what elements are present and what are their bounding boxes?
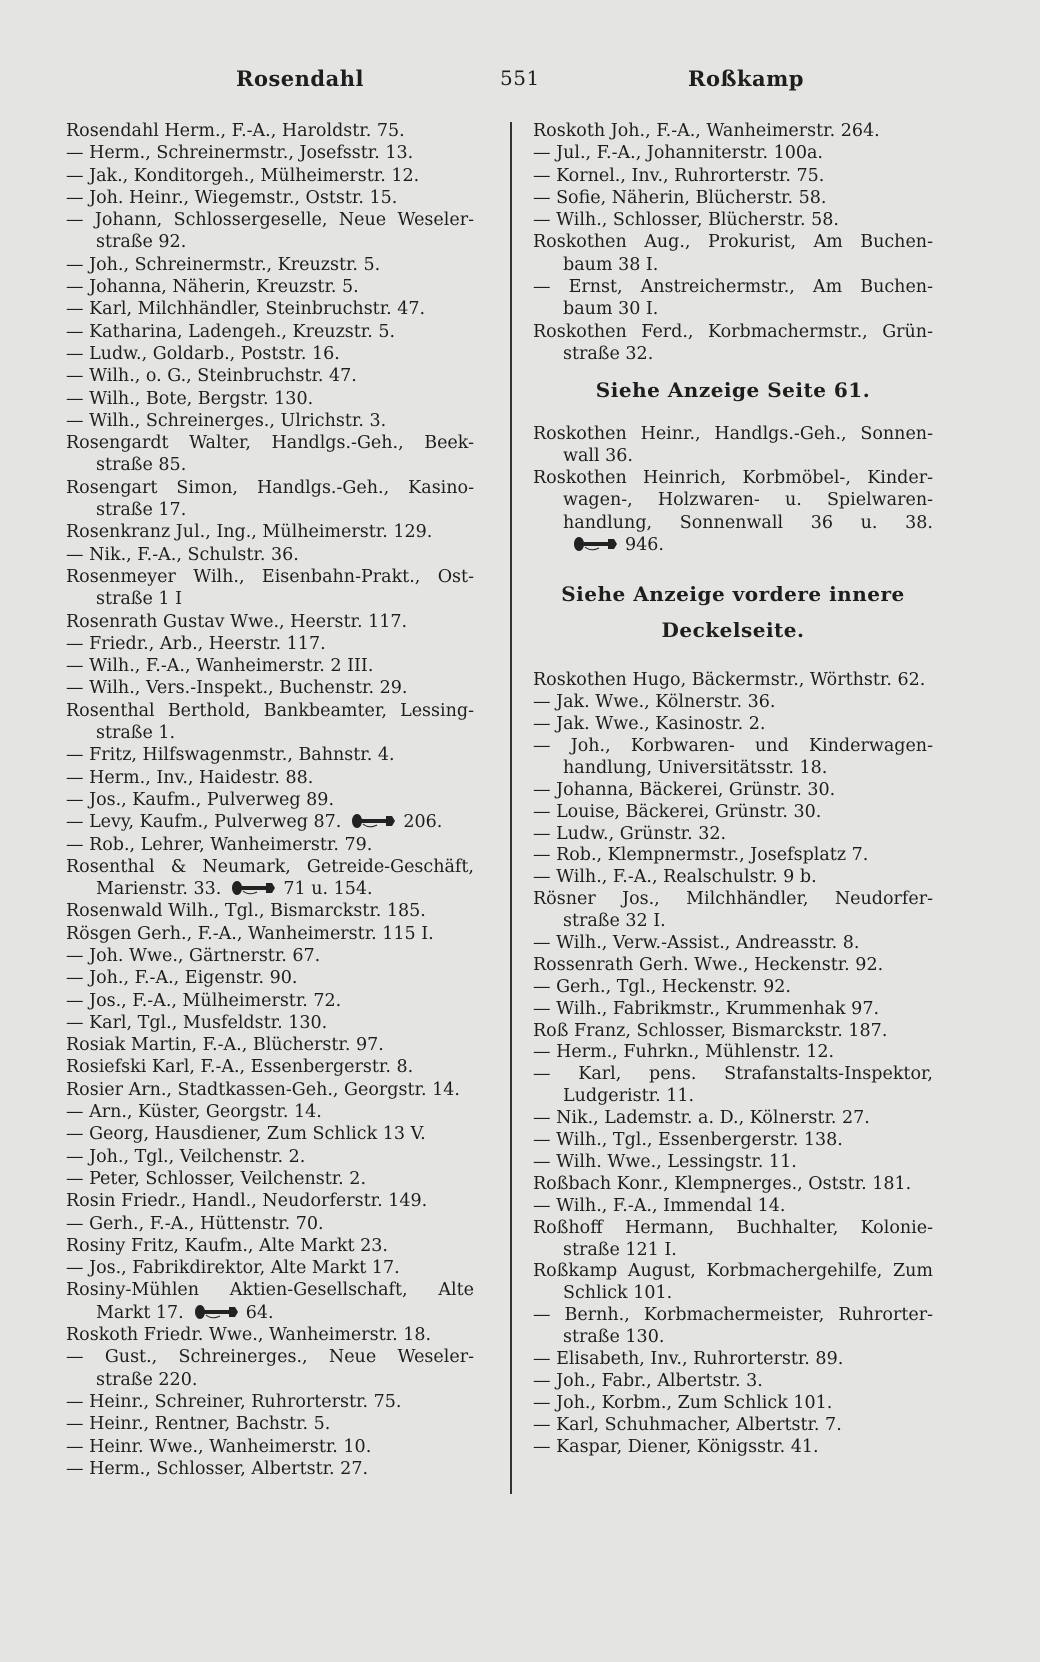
directory-entry bbox=[533, 999, 933, 1021]
directory-entry bbox=[533, 1108, 933, 1130]
entry-text: — Bernh., Korbmachermeister, Ruhrorter- bbox=[533, 1305, 933, 1326]
entry-text: — Kornel., Inv., Ruhrorterstr. 75. bbox=[533, 165, 825, 186]
entry-text: — Wilh., o. G., Steinbruchstr. 47. bbox=[66, 366, 357, 387]
telephone-number: 64. bbox=[245, 1302, 274, 1323]
directory-entry bbox=[66, 1324, 474, 1346]
entry-text: Rosendahl Herm., F.-A., Haroldstr. 75. bbox=[66, 121, 405, 141]
entry-text: — Arn., Küster, Georgstr. 14. bbox=[66, 1102, 322, 1123]
entry-text: — Nik., Lademstr. a. D., Kölnerstr. 27. bbox=[533, 1108, 870, 1129]
entry-text: — Friedr., Arb., Heerstr. 117. bbox=[66, 633, 326, 654]
directory-entry bbox=[66, 856, 474, 878]
directory-entry bbox=[66, 1168, 474, 1190]
entry-text: Rosiak Martin, F.-A., Blücherstr. 97. bbox=[66, 1035, 384, 1056]
running-head-left: Rosendahl bbox=[236, 66, 364, 91]
directory-entry-continuation bbox=[533, 534, 933, 556]
directory-entry bbox=[533, 1196, 933, 1218]
entry-text: straße 92. bbox=[96, 232, 187, 253]
entry-text: straße 85. bbox=[96, 455, 187, 476]
entry-text: — Joh. Wwe., Gärtnerstr. 67. bbox=[66, 945, 321, 966]
directory-entry bbox=[66, 1190, 474, 1212]
entry-text: — Rob., Lehrer, Wanheimerstr. 79. bbox=[66, 834, 373, 855]
directory-entry-continuation bbox=[66, 1302, 474, 1324]
directory-entry-continuation bbox=[533, 1086, 933, 1108]
directory-entry bbox=[66, 1391, 474, 1413]
entry-text: Rosin Friedr., Handl., Neudorferstr. 149. bbox=[66, 1191, 428, 1212]
directory-entry bbox=[66, 767, 474, 789]
directory-entry bbox=[66, 967, 474, 989]
directory-entry bbox=[66, 298, 474, 320]
advertisement-note-line2: Deckelseite. bbox=[661, 618, 805, 643]
directory-entry bbox=[533, 423, 933, 445]
directory-entry bbox=[66, 923, 474, 945]
entry-text: Rosenthal & Neumark, Getreide-Geschäft, bbox=[66, 856, 474, 877]
entry-text: Rosier Arn., Stadtkassen-Geh., Georgstr. 14. bbox=[66, 1079, 460, 1100]
entry-text: Roßkamp August, Korbmachergehilfe, Zum bbox=[533, 1261, 933, 1282]
directory-entry bbox=[66, 209, 474, 231]
directory-entry-continuation bbox=[533, 254, 933, 276]
entry-text: Roskoth Joh., F.-A., Wanheimerstr. 264. bbox=[533, 121, 880, 141]
directory-entry bbox=[66, 633, 474, 655]
right-bottom-entries bbox=[533, 670, 933, 1458]
directory-entry bbox=[66, 165, 474, 187]
directory-entry bbox=[66, 811, 474, 833]
directory-entry-continuation bbox=[66, 1369, 474, 1391]
entry-text: — Jak., Konditorgeh., Mülheimerstr. 12. bbox=[66, 165, 420, 186]
directory-entry bbox=[533, 187, 933, 209]
directory-entry bbox=[533, 1437, 933, 1459]
entry-text: — Johanna, Näherin, Kreuzstr. 5. bbox=[66, 277, 359, 298]
entry-text: Roskothen Heinr., Handlgs.-Geh., Sonnen- bbox=[533, 423, 933, 444]
entry-text: — Jos., F.-A., Mülheimerstr. 72. bbox=[66, 990, 342, 1011]
entry-text: wagen-, Holzwaren- u. Spielwaren- bbox=[563, 490, 933, 511]
entry-text: Roskothen Hugo, Bäckermstr., Wörthstr. 62. bbox=[533, 670, 926, 691]
directory-entry bbox=[66, 276, 474, 298]
directory-entry bbox=[66, 521, 474, 543]
directory-entry-continuation bbox=[533, 512, 933, 534]
entry-text: Rosenmeyer Wilh., Eisenbahn-Prakt., Ost- bbox=[66, 566, 474, 587]
directory-entry-continuation bbox=[66, 722, 474, 744]
entry-text: Roskoth Friedr. Wwe., Wanheimerstr. 18. bbox=[66, 1325, 432, 1346]
telephone-number: 206. bbox=[403, 812, 443, 833]
entry-text: — Louise, Bäckerei, Grünstr. 30. bbox=[533, 801, 822, 822]
directory-entry bbox=[66, 1079, 474, 1101]
directory-entry bbox=[533, 1130, 933, 1152]
entry-text: Rossenrath Gerh. Wwe., Heckenstr. 92. bbox=[533, 954, 884, 975]
directory-entry bbox=[66, 789, 474, 811]
entry-text: — Wilh., F.-A., Wanheimerstr. 2 III. bbox=[66, 656, 374, 677]
entry-text: — Wilh., Schreinerges., Ulrichstr. 3. bbox=[66, 410, 387, 431]
directory-entry-continuation bbox=[66, 231, 474, 253]
entry-text: — Karl, Milchhändler, Steinbruchstr. 47. bbox=[66, 299, 426, 320]
directory-entry bbox=[533, 1393, 933, 1415]
directory-entry-continuation bbox=[533, 1283, 933, 1305]
directory-entry bbox=[533, 802, 933, 824]
directory-entry bbox=[533, 736, 933, 758]
directory-entry-continuation bbox=[533, 298, 933, 320]
directory-entry bbox=[66, 343, 474, 365]
telephone-icon bbox=[351, 813, 397, 829]
directory-entry bbox=[66, 611, 474, 633]
directory-entry bbox=[533, 467, 933, 489]
entry-text: — Georg, Hausdiener, Zum Schlick 13 V. bbox=[66, 1124, 426, 1145]
entry-text: — Wilh., Schlosser, Blücherstr. 58. bbox=[533, 210, 839, 231]
directory-entry bbox=[533, 1218, 933, 1240]
entry-text: straße 220. bbox=[96, 1369, 198, 1390]
directory-entry bbox=[533, 824, 933, 846]
entry-text: handlung, Sonnenwall 36 u. 38. bbox=[563, 512, 933, 533]
directory-entry-continuation bbox=[66, 499, 474, 521]
advertisement-note: Siehe Anzeige Seite 61. bbox=[595, 378, 871, 403]
directory-entry bbox=[66, 1101, 474, 1123]
directory-entry bbox=[533, 933, 933, 955]
entry-text: straße 17. bbox=[96, 500, 187, 521]
entry-text: — Elisabeth, Inv., Ruhrorterstr. 89. bbox=[533, 1348, 844, 1369]
directory-entry bbox=[533, 955, 933, 977]
entry-text: straße 1 I bbox=[96, 589, 183, 610]
entry-text: — Joh., Tgl., Veilchenstr. 2. bbox=[66, 1146, 306, 1167]
entry-text: — Gerh., F.-A., Hüttenstr. 70. bbox=[66, 1213, 324, 1234]
entry-text: Rosiefski Karl, F.-A., Essenbergerstr. 8. bbox=[66, 1057, 414, 1078]
entry-text: Rosenthal Berthold, Bankbeamter, Lessing- bbox=[66, 700, 474, 721]
entry-text: — Ludw., Grünstr. 32. bbox=[533, 823, 727, 844]
directory-entry bbox=[533, 1305, 933, 1327]
entry-text: — Joh., Schreinermstr., Kreuzstr. 5. bbox=[66, 254, 381, 275]
running-head-right: Roßkamp bbox=[688, 66, 804, 91]
entry-text: — Jos., Fabrikdirektor, Alte Markt 17. bbox=[66, 1258, 400, 1279]
entry-text: — Joh., Korbm., Zum Schlick 101. bbox=[533, 1392, 833, 1413]
directory-entry bbox=[66, 1213, 474, 1235]
page-number: 551 bbox=[500, 66, 540, 90]
entry-text: — Wilh., Bote, Bergstr. 130. bbox=[66, 388, 314, 409]
directory-entry bbox=[66, 1056, 474, 1078]
entry-text: Roß Franz, Schlosser, Bismarckstr. 187. bbox=[533, 1020, 888, 1041]
entry-text: — Fritz, Hilfswagenmstr., Bahnstr. 4. bbox=[66, 745, 395, 766]
entry-text: — Jul., F.-A., Johanniterstr. 100a. bbox=[533, 143, 823, 164]
entry-text: — Peter, Schlosser, Veilchenstr. 2. bbox=[66, 1168, 367, 1189]
directory-entry bbox=[66, 900, 474, 922]
directory-entry bbox=[533, 1415, 933, 1437]
entry-text: — Ernst, Anstreichermstr., Am Buchen- bbox=[533, 277, 933, 298]
entry-text: Rosiny Fritz, Kaufm., Alte Markt 23. bbox=[66, 1235, 388, 1256]
entry-text: — Wilh., F.-A., Realschulstr. 9 b. bbox=[533, 867, 817, 888]
entry-text: Roßhoff Hermann, Buchhalter, Kolonie- bbox=[533, 1217, 933, 1238]
directory-entry bbox=[66, 410, 474, 432]
directory-entry bbox=[66, 321, 474, 343]
entry-text: — Karl, Tgl., Musfeldstr. 130. bbox=[66, 1012, 328, 1033]
entry-text: — Joh. Heinr., Wiegemstr., Oststr. 15. bbox=[66, 187, 398, 208]
entry-text: — Heinr., Schreiner, Ruhrorterstr. 75. bbox=[66, 1391, 402, 1412]
directory-entry bbox=[66, 1257, 474, 1279]
entry-text: straße 130. bbox=[563, 1327, 665, 1348]
directory-entry bbox=[533, 1371, 933, 1393]
entry-text: Roskothen Aug., Prokurist, Am Buchen- bbox=[533, 232, 933, 253]
directory-entry bbox=[533, 209, 933, 231]
directory-entry bbox=[533, 977, 933, 999]
entry-text: Rosengart Simon, Handlgs.-Geh., Kasino- bbox=[66, 477, 474, 498]
right-column bbox=[533, 120, 933, 1458]
entry-text: — Wilh. Wwe., Lessingstr. 11. bbox=[533, 1151, 797, 1172]
entry-text: — Joh., F.-A., Eigenstr. 90. bbox=[66, 968, 298, 989]
directory-entry-continuation bbox=[533, 1327, 933, 1349]
entry-text: baum 38 I. bbox=[563, 254, 659, 275]
left-column bbox=[66, 120, 474, 1480]
entry-text: Rosenrath Gustav Wwe., Heerstr. 117. bbox=[66, 611, 408, 632]
entry-text: — Wilh., Vers.-Inspekt., Buchenstr. 29. bbox=[66, 678, 408, 699]
directory-entry bbox=[66, 187, 474, 209]
entry-text: — Rob., Klempnermstr., Josefsplatz 7. bbox=[533, 845, 869, 866]
directory-entry bbox=[66, 990, 474, 1012]
entry-text: Rosenwald Wilh., Tgl., Bismarckstr. 185. bbox=[66, 901, 426, 922]
directory-entry bbox=[533, 714, 933, 736]
entry-text: — Nik., F.-A., Schulstr. 36. bbox=[66, 544, 299, 565]
entry-text: Roskothen Heinrich, Korbmöbel-, Kinder- bbox=[533, 468, 933, 489]
entry-text: — Jak. Wwe., Kölnerstr. 36. bbox=[533, 692, 776, 713]
entry-text: — Herm., Schlosser, Albertstr. 27. bbox=[66, 1458, 369, 1479]
entry-text: — Ludw., Goldarb., Poststr. 16. bbox=[66, 343, 340, 364]
directory-entry bbox=[66, 544, 474, 566]
directory-entry bbox=[533, 321, 933, 343]
directory-entry bbox=[533, 1021, 933, 1043]
directory-entry bbox=[66, 677, 474, 699]
directory-entry bbox=[66, 432, 474, 454]
directory-entry-continuation bbox=[66, 878, 474, 900]
entry-text: straße 1. bbox=[96, 723, 176, 744]
column-divider bbox=[510, 122, 512, 1494]
entry-text: Rösner Jos., Milchhändler, Neudorfer- bbox=[533, 889, 933, 910]
entry-text: — Gust., Schreinerges., Neue Weseler- bbox=[66, 1347, 474, 1368]
directory-entry bbox=[66, 744, 474, 766]
directory-entry bbox=[66, 945, 474, 967]
directory-entry bbox=[533, 231, 933, 253]
directory-entry bbox=[66, 1413, 474, 1435]
directory-entry bbox=[66, 834, 474, 856]
telephone-icon bbox=[573, 536, 619, 552]
entry-text: Marienstr. 33. bbox=[96, 879, 222, 900]
directory-entry bbox=[66, 1146, 474, 1168]
telephone-number: 946. bbox=[625, 535, 664, 556]
directory-entry bbox=[66, 655, 474, 677]
entry-text: — Karl, Schuhmacher, Albertstr. 7. bbox=[533, 1414, 842, 1435]
entry-text: Rosengardt Walter, Handlgs.-Geh., Beek- bbox=[66, 433, 474, 454]
directory-entry bbox=[533, 1152, 933, 1174]
entry-text: — Katharina, Ladengeh., Kreuzstr. 5. bbox=[66, 321, 396, 342]
entry-text: — Levy, Kaufm., Pulverweg 87. bbox=[66, 812, 342, 833]
telephone-number: 71 u. 154. bbox=[283, 879, 373, 900]
entry-text: — Kaspar, Diener, Königsstr. 41. bbox=[533, 1436, 819, 1457]
directory-entry bbox=[533, 142, 933, 164]
entry-text: Rösgen Gerh., F.-A., Wanheimerstr. 115 I. bbox=[66, 923, 434, 944]
right-mid-entries bbox=[533, 423, 933, 557]
entry-text: Roskothen Ferd., Korbmachermstr., Grün- bbox=[533, 321, 933, 342]
entry-text: Ludgeristr. 11. bbox=[563, 1086, 695, 1107]
directory-entry bbox=[533, 780, 933, 802]
directory-entry-continuation bbox=[533, 1240, 933, 1262]
entry-text: — Wilh., Tgl., Essenbergerstr. 138. bbox=[533, 1130, 843, 1151]
directory-entry bbox=[66, 477, 474, 499]
advertisement-note-line1: Siehe Anzeige vordere innere bbox=[561, 582, 905, 607]
directory-entry bbox=[66, 1235, 474, 1257]
directory-entry bbox=[533, 670, 933, 692]
directory-entry bbox=[66, 1279, 474, 1301]
directory-entry bbox=[66, 1123, 474, 1145]
directory-entry bbox=[66, 1346, 474, 1368]
directory-entry bbox=[66, 1436, 474, 1458]
directory-entry bbox=[533, 1261, 933, 1283]
entry-text: straße 32. bbox=[563, 343, 654, 364]
entry-text: — Gerh., Tgl., Heckenstr. 92. bbox=[533, 976, 791, 997]
entry-text: Rosenkranz Jul., Ing., Mülheimerstr. 129. bbox=[66, 522, 433, 543]
directory-entry bbox=[66, 566, 474, 588]
entry-text: — Joh., Fabr., Albertstr. 3. bbox=[533, 1370, 763, 1391]
entry-text: straße 32 I. bbox=[563, 911, 666, 932]
entry-text: straße 121 I. bbox=[563, 1239, 677, 1260]
directory-entry bbox=[66, 700, 474, 722]
entry-text: handlung, Universitätsstr. 18. bbox=[563, 757, 828, 778]
entry-text: baum 30 I. bbox=[563, 299, 659, 320]
directory-entry-continuation bbox=[66, 588, 474, 610]
directory-entry bbox=[533, 1042, 933, 1064]
directory-entry bbox=[66, 1034, 474, 1056]
directory-entry bbox=[66, 1458, 474, 1480]
directory-entry bbox=[533, 845, 933, 867]
directory-entry bbox=[533, 1174, 933, 1196]
entry-text: — Jos., Kaufm., Pulverweg 89. bbox=[66, 789, 335, 810]
directory-entry bbox=[533, 692, 933, 714]
entry-text: Roßbach Konr., Klempnerges., Oststr. 181. bbox=[533, 1173, 912, 1194]
entry-text: — Wilh., Fabrikmstr., Krummenhak 97. bbox=[533, 998, 880, 1019]
entry-text: Markt 17. bbox=[96, 1302, 184, 1323]
entry-text: — Johann, Schlossergeselle, Neue Weseler- bbox=[66, 210, 474, 231]
entry-text: — Heinr., Rentner, Bachstr. 5. bbox=[66, 1414, 331, 1435]
directory-entry-continuation bbox=[533, 758, 933, 780]
directory-entry bbox=[66, 120, 474, 142]
directory-entry-continuation bbox=[66, 454, 474, 476]
directory-entry bbox=[533, 867, 933, 889]
entry-text: — Karl, pens. Strafanstalts-Inspektor, bbox=[533, 1064, 933, 1085]
entry-text: — Jak. Wwe., Kasinostr. 2. bbox=[533, 714, 766, 735]
entry-text: — Herm., Inv., Haidestr. 88. bbox=[66, 767, 314, 788]
entry-text: — Wilh., Verw.-Assist., Andreasstr. 8. bbox=[533, 933, 860, 954]
directory-entry bbox=[533, 120, 933, 142]
entry-text: Schlick 101. bbox=[563, 1283, 673, 1304]
right-top-entries bbox=[533, 120, 933, 365]
entry-text: wall 36. bbox=[563, 445, 633, 466]
directory-entry bbox=[533, 889, 933, 911]
directory-entry bbox=[66, 142, 474, 164]
directory-entry bbox=[533, 1349, 933, 1371]
directory-entry bbox=[66, 254, 474, 276]
entry-text: — Johanna, Bäckerei, Grünstr. 30. bbox=[533, 779, 836, 800]
entry-text: — Heinr. Wwe., Wanheimerstr. 10. bbox=[66, 1436, 372, 1457]
entry-text: Rosiny-Mühlen Aktien-Gesellschaft, Alte bbox=[66, 1280, 474, 1301]
telephone-icon bbox=[194, 1304, 240, 1320]
directory-entry bbox=[533, 165, 933, 187]
telephone-icon bbox=[231, 880, 277, 896]
entry-text: — Sofie, Näherin, Blücherstr. 58. bbox=[533, 187, 827, 208]
directory-entry bbox=[66, 365, 474, 387]
entry-text: — Herm., Schreinermstr., Josefsstr. 13. bbox=[66, 143, 414, 164]
entry-text: — Wilh., F.-A., Immendal 14. bbox=[533, 1195, 786, 1216]
entry-text: — Joh., Korbwaren- und Kinderwagen- bbox=[533, 736, 933, 757]
directory-entry-continuation bbox=[533, 445, 933, 467]
directory-entry-continuation bbox=[533, 343, 933, 365]
directory-entry-continuation bbox=[533, 489, 933, 511]
directory-entry bbox=[66, 1012, 474, 1034]
directory-entry bbox=[533, 276, 933, 298]
directory-entry-continuation bbox=[533, 911, 933, 933]
entry-text: — Herm., Fuhrkn., Mühlenstr. 12. bbox=[533, 1042, 835, 1063]
directory-entry bbox=[533, 1064, 933, 1086]
directory-entry bbox=[66, 388, 474, 410]
